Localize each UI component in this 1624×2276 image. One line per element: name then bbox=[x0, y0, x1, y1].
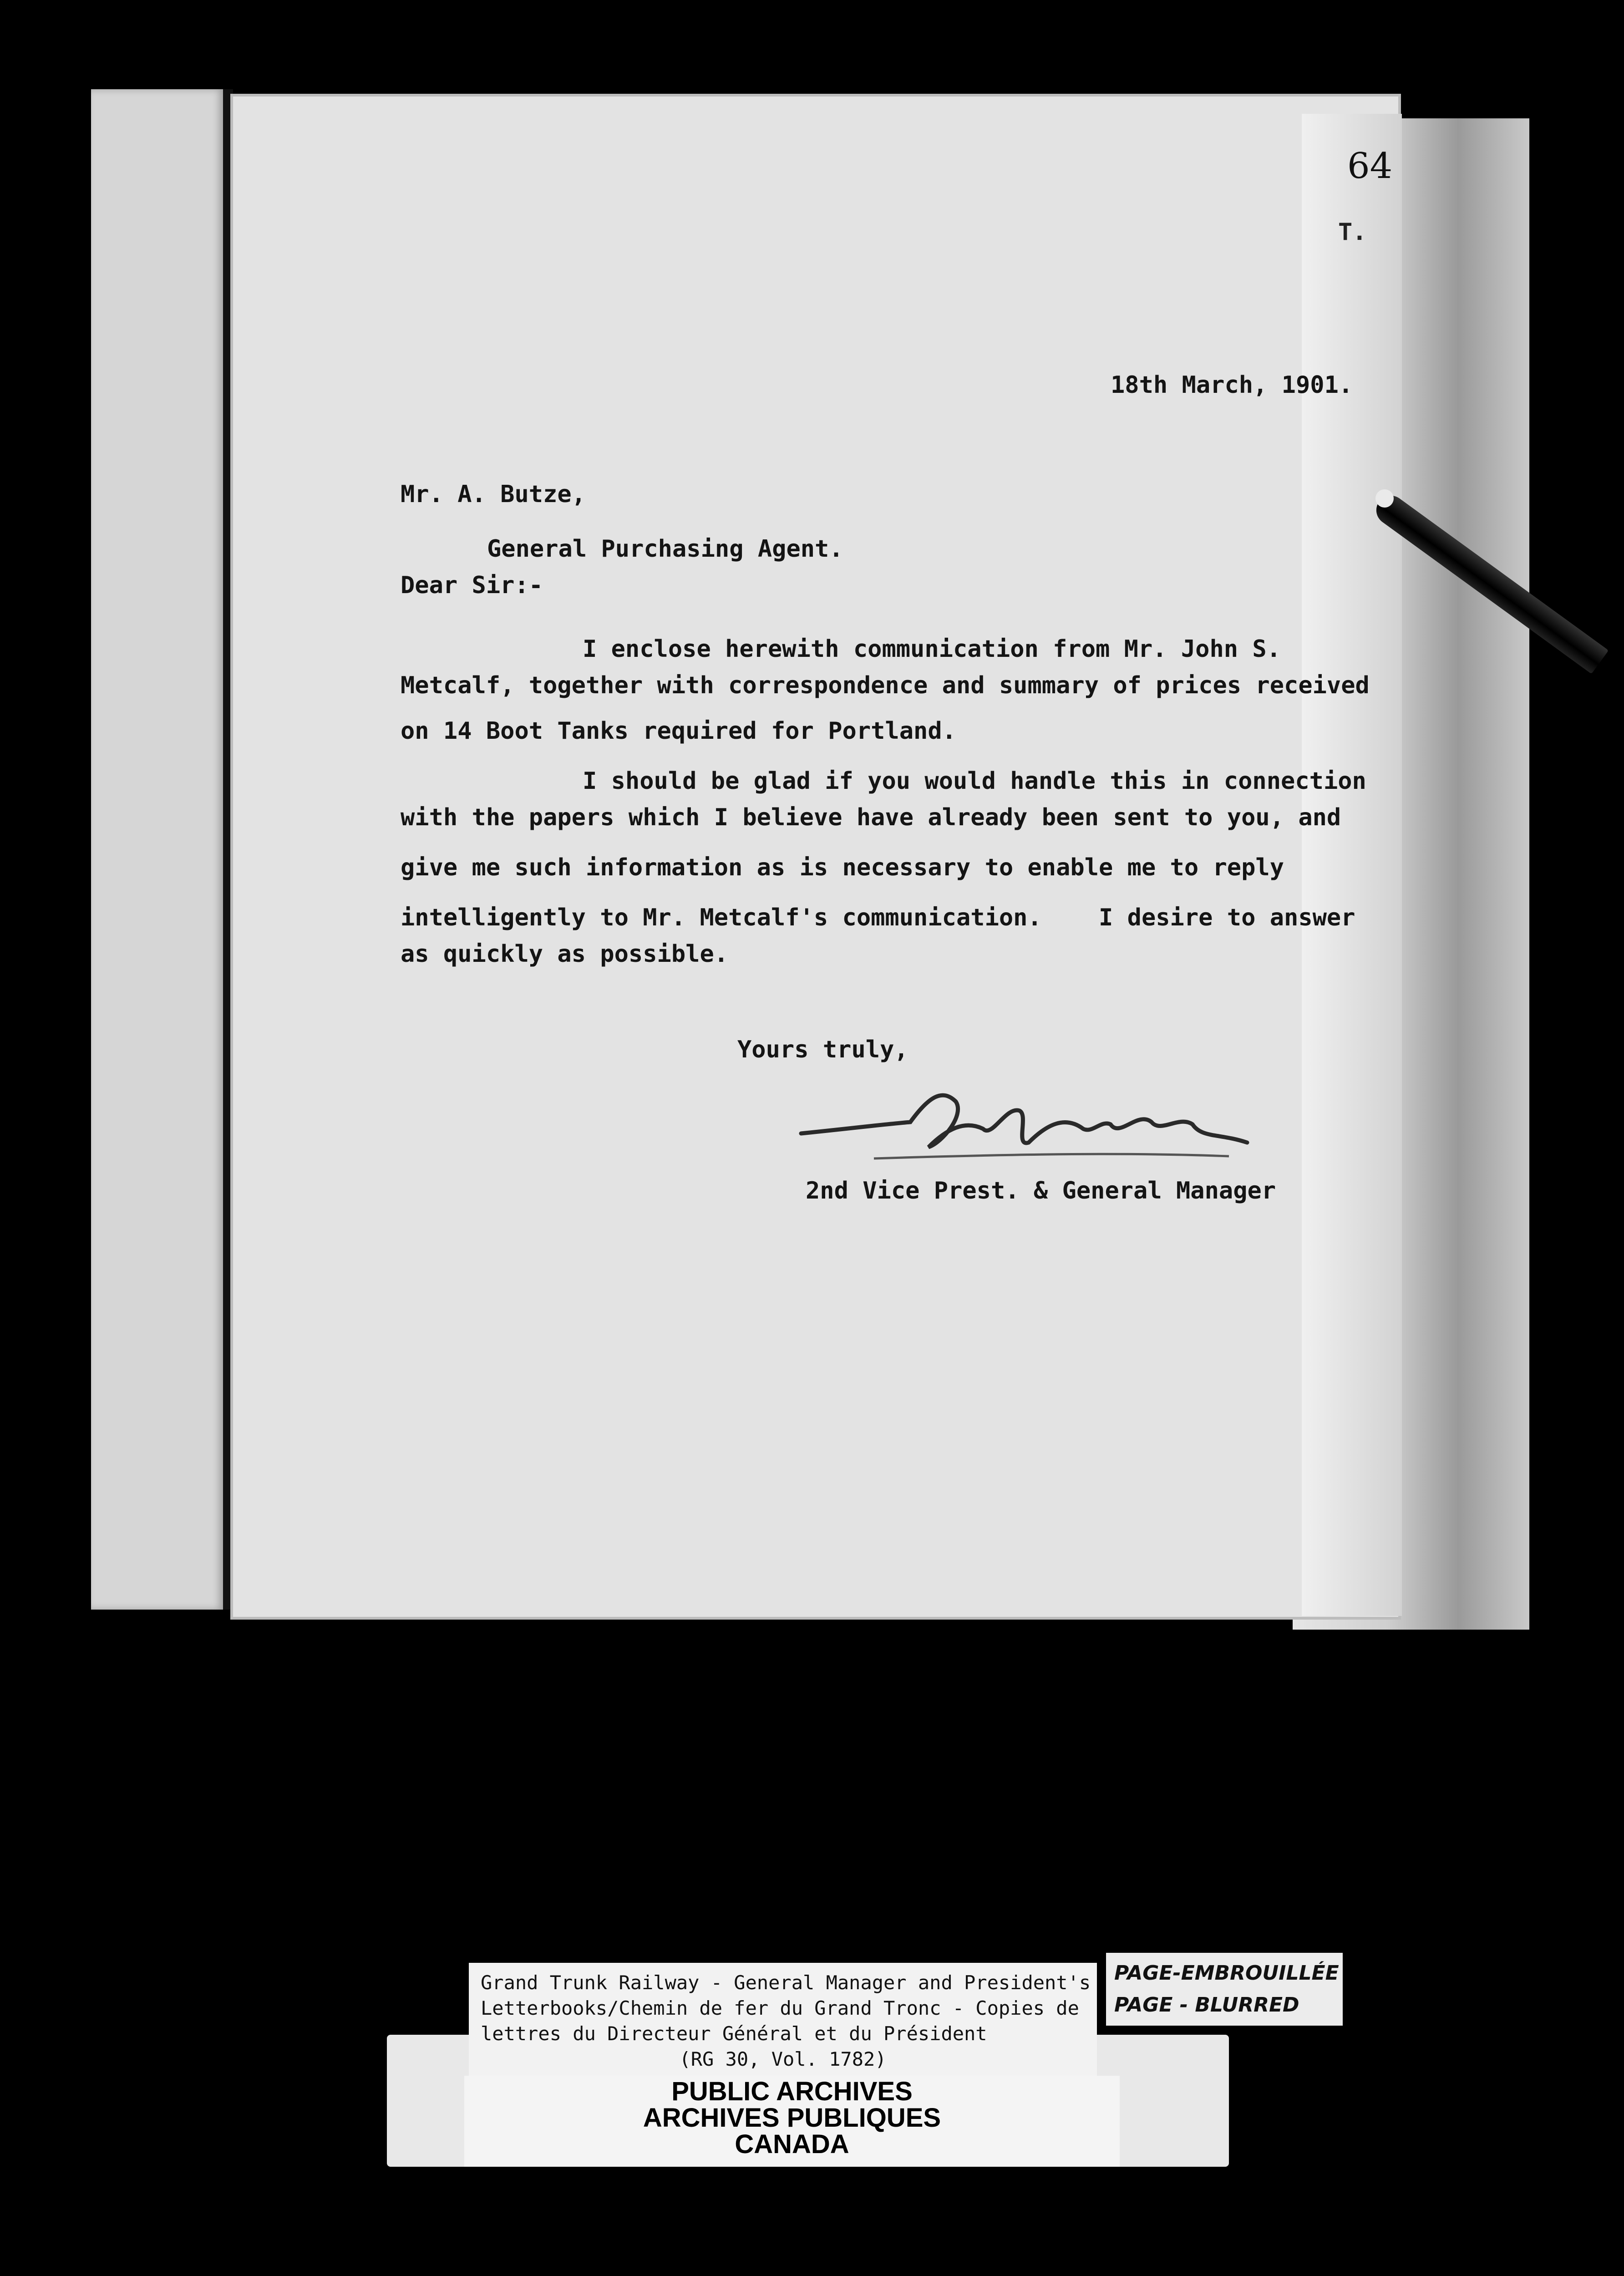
paragraph2-line: give me such information as is necessary to enable me to reply bbox=[401, 854, 1284, 881]
note-line: PAGE - BLURRED bbox=[1114, 1993, 1299, 2017]
paragraph2-line: as quickly as possible. bbox=[401, 940, 729, 968]
addressee: Mr. A. Butze, bbox=[401, 481, 586, 508]
paragraph1-line: Metcalf, together with correspondence and summary of prices received bbox=[401, 672, 1370, 699]
catalog-label bbox=[469, 1963, 1097, 2090]
binding-shadow bbox=[223, 89, 233, 1610]
page-number: 64 bbox=[1347, 146, 1393, 187]
page-mark: T. bbox=[1338, 218, 1367, 246]
note-line: PAGE-EMBROUILLÉE bbox=[1114, 1961, 1339, 1985]
catalog-line: Grand Trunk Railway - General Manager and President's bbox=[481, 1971, 1091, 1994]
paragraph2-line: with the papers which I believe have already been sent to you, and bbox=[401, 804, 1341, 831]
salutation: Dear Sir:- bbox=[401, 572, 543, 599]
paragraph1-line: I enclose herewith communication from Mr. John S. bbox=[583, 635, 1281, 663]
addressee-title: General Purchasing Agent. bbox=[487, 535, 843, 563]
catalog-line: (RG 30, Vol. 1782) bbox=[679, 2048, 887, 2070]
archives-line: ARCHIVES PUBLIQUES bbox=[643, 2103, 941, 2133]
archives-line: PUBLIC ARCHIVES bbox=[671, 2077, 913, 2106]
signature bbox=[792, 1079, 1256, 1170]
left-page-edge bbox=[91, 89, 223, 1610]
paragraph2-line: intelligently to Mr. Metcalf's communication. I desire to answer bbox=[401, 904, 1355, 931]
closing: Yours truly, bbox=[737, 1036, 908, 1063]
archives-line: CANADA bbox=[735, 2129, 849, 2159]
archives-stamp bbox=[464, 2076, 1120, 2167]
signatory-title: 2nd Vice Prest. & General Manager bbox=[806, 1177, 1276, 1204]
page-fold bbox=[1302, 114, 1402, 1616]
paragraph1-line: on 14 Boot Tanks required for Portland. bbox=[401, 717, 956, 745]
letter-date: 18th March, 1901. bbox=[1111, 371, 1353, 399]
pen-tip bbox=[1375, 489, 1394, 508]
catalog-line: Letterbooks/Chemin de fer du Grand Tronc - Copies de bbox=[481, 1997, 1079, 2019]
catalog-line: lettres du Directeur Général et du Président bbox=[481, 2022, 987, 2045]
blurred-note-label bbox=[1106, 1953, 1343, 2026]
paragraph2-line: I should be glad if you would handle this in connection bbox=[583, 767, 1366, 795]
